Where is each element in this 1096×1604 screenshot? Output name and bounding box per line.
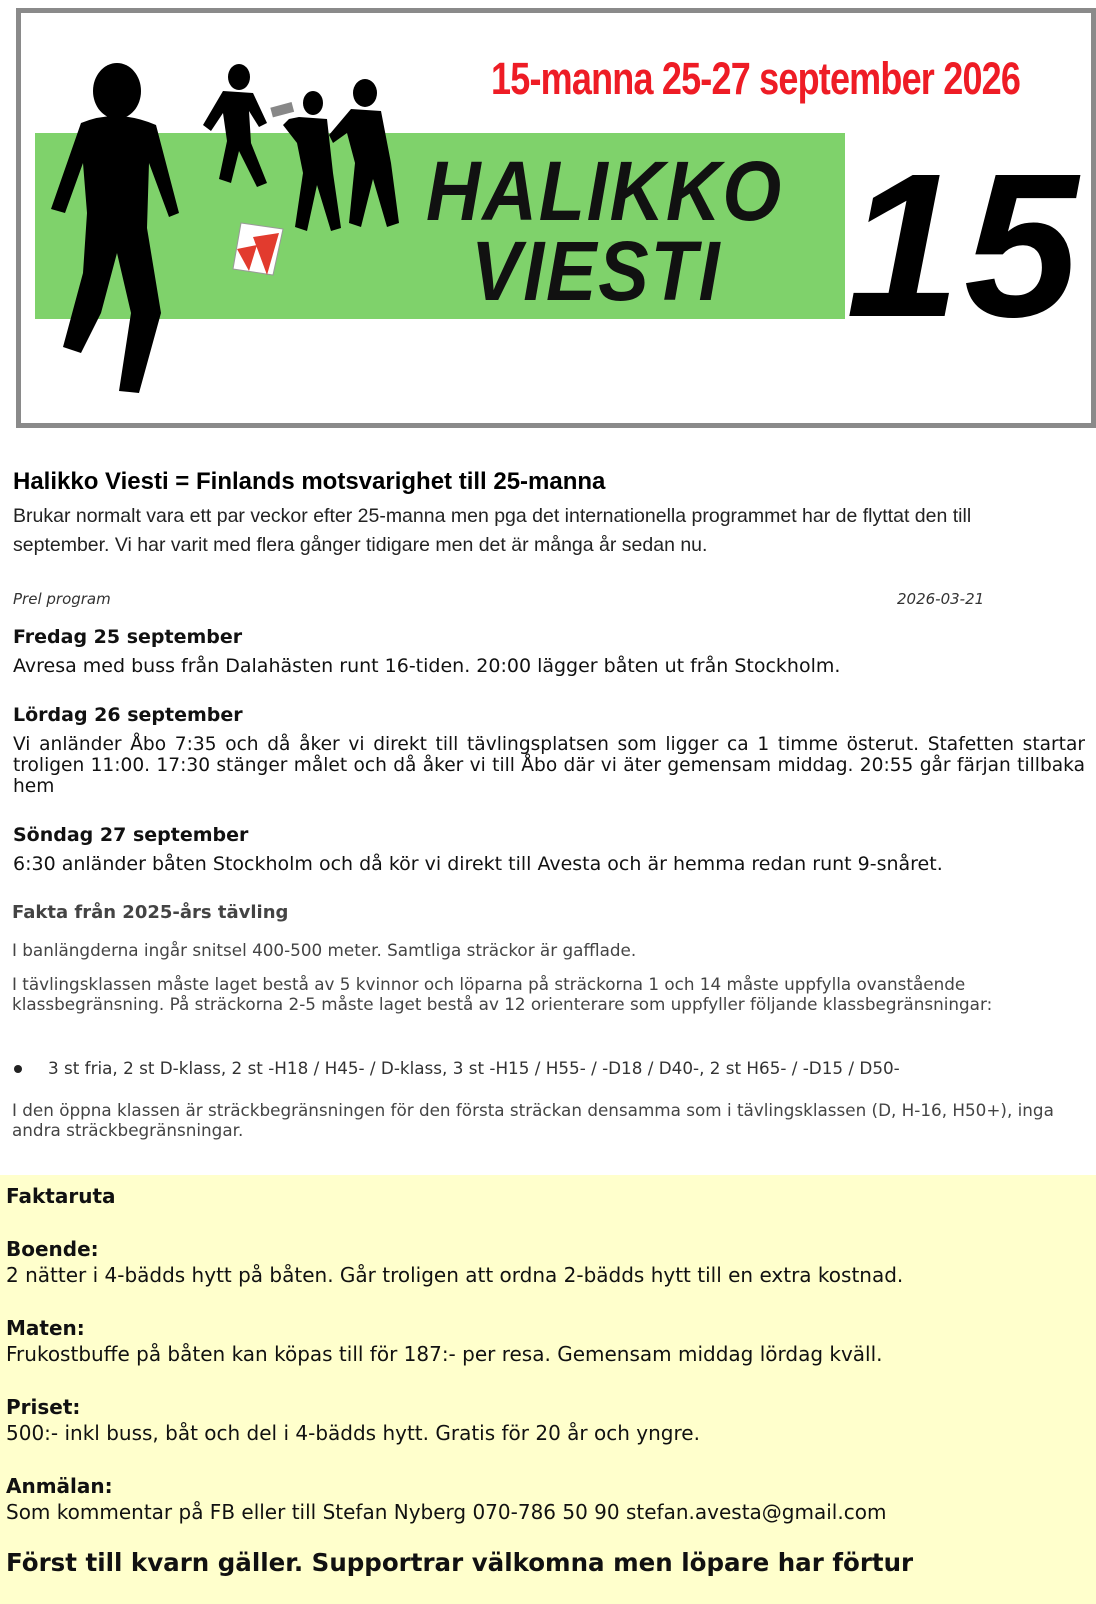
day-heading-friday: Fredag 25 september: [13, 626, 243, 648]
facts-bullet-text: 3 st fria, 2 st D-klass, 2 st -H18 / H45- / D-klass, 3 st -H15 / H55- / -D18 / D40-, 2 st H65- / -D15 / D50-: [48, 1058, 900, 1078]
day-text-sunday: 6:30 anländer båten Stockholm och då kör vi direkt till Avesta och är hemma redan runt 9-snåret.: [13, 853, 943, 875]
day-text-friday: Avresa med buss från Dalahästen runt 16-tiden. 20:00 lägger båten ut från Stockholm.: [13, 655, 841, 677]
factbox-text-price: 500:- inkl buss, båt och del i 4-bädds hytt. Gratis för 20 år och yngre.: [6, 1421, 700, 1445]
facts-heading: Fakta från 2025-års tävling: [12, 902, 289, 923]
banner-logo-line2: VIESTI: [471, 224, 722, 318]
factbox-heading-signup: Anmälan:: [6, 1474, 113, 1498]
banner-logo-number: 15: [846, 131, 1083, 360]
facts-paragraph-2: I tävlingsklassen måste laget bestå av 5 kvinnor och löparna på sträckorna 1 och 14 måste uppfylla ovanstående klassbegränsning. På sträckorna 2-5 måste laget bestå av 12 orienterare som uppfyller följande klassbegränsningar:: [12, 974, 993, 1014]
factbox-text-lodging: 2 nätter i 4-bädds hytt på båten. Går troligen att ordna 2-bädds hytt till en extra kostnad.: [6, 1263, 904, 1287]
factbox-heading-price: Priset:: [6, 1395, 81, 1419]
facts-paragraph-3: I den öppna klassen är sträckbegränsningen för den första sträckan densamma som i tävlingsklassen (D, H-16, H50+), inga andra sträckbegränsningar.: [12, 1100, 1054, 1140]
day-heading-saturday: Lördag 26 september: [13, 704, 243, 726]
fact-box: [0, 1175, 1096, 1604]
event-banner: [16, 8, 1096, 428]
factbox-title: Faktaruta: [6, 1184, 116, 1208]
facts-bullet-item: [12, 1058, 900, 1078]
day-heading-sunday: Söndag 27 september: [13, 824, 249, 846]
banner-logo-line1: HALIKKO: [426, 144, 783, 238]
intro-title: Halikko Viesti = Finlands motsvarighet till 25-manna: [13, 468, 606, 495]
intro-text: Brukar normalt vara ett par veckor efter 25-manna men pga det internationella programmet har de flyttat den till september. Vi har varit med flera gånger tidigare men det är många år sedan nu.: [13, 505, 972, 556]
factbox-heading-food: Maten:: [6, 1316, 85, 1340]
banner-date-line: 15-manna 25-27 september 2026: [491, 53, 1021, 104]
factbox-final-note: Först till kvarn gäller. Supportrar välkomna men löpare har förtur: [6, 1548, 914, 1577]
factbox-heading-lodging: Boende:: [6, 1237, 99, 1261]
factbox-text-food: Frukostbuffe på båten kan köpas till för 187:- per resa. Gemensam middag lördag kväll.: [6, 1342, 883, 1366]
bullet-icon: [14, 1065, 22, 1073]
program-date: 2026-03-21: [897, 590, 985, 608]
factbox-text-signup: Som kommentar på FB eller till Stefan Nyberg 070-786 50 90 stefan.avesta@gmail.com: [6, 1500, 887, 1524]
program-label: Prel program: [13, 590, 111, 608]
day-text-saturday: Vi anländer Åbo 7:35 och då åker vi direkt till tävlingsplatsen som ligger ca 1 timme österut. Stafetten startar troligen 11:00. 17:30 stänger målet och då åker vi till Åbo där vi äter gemensam middag. 20:55 går färjan tillbaka hem: [13, 734, 1085, 797]
facts-paragraph-1: I banlängderna ingår snitsel 400-500 meter. Samtliga sträckor är gafflade.: [12, 940, 637, 960]
